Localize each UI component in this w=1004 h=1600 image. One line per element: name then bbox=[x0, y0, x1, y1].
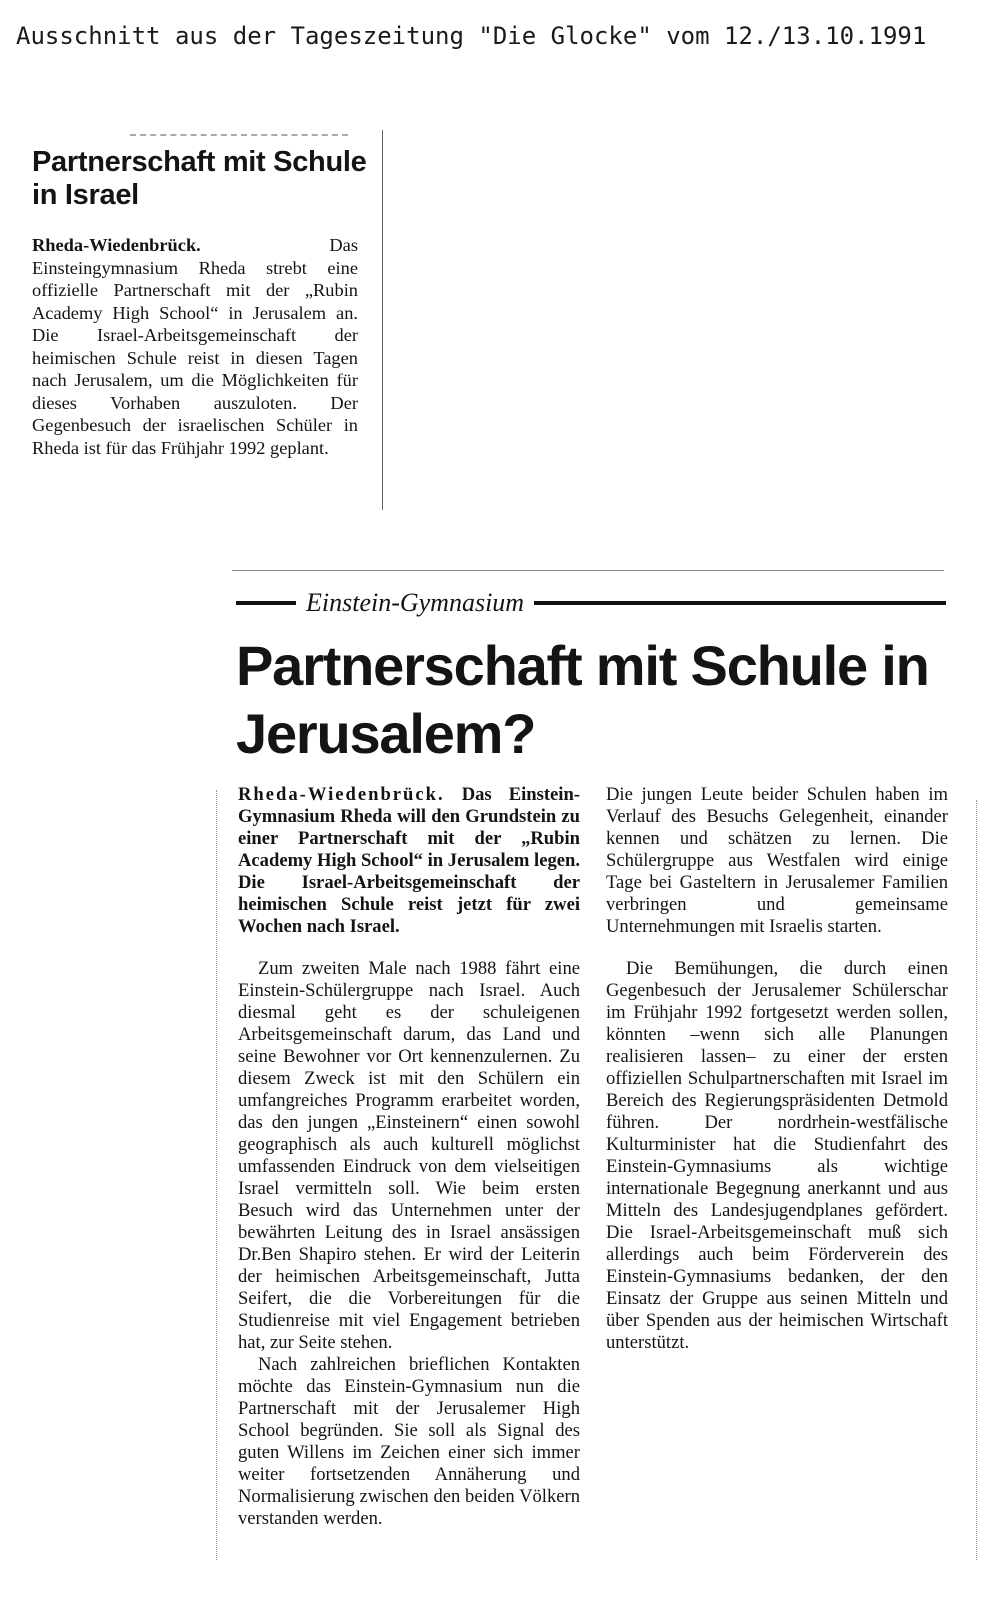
short-article-dateline: Rheda-Wiedenbrück. bbox=[32, 235, 201, 255]
column-edge-left bbox=[216, 790, 217, 1560]
main-article-column-right bbox=[606, 784, 948, 1354]
clipping-top-rule bbox=[232, 570, 944, 571]
short-article bbox=[32, 130, 382, 459]
main-article-dateline: Rheda-Wiedenbrück. bbox=[238, 784, 445, 805]
short-article-headline: Partnerschaft mit Schule in Israel bbox=[32, 146, 367, 211]
main-article-kicker bbox=[236, 586, 946, 620]
short-article-body bbox=[32, 234, 358, 459]
main-article-paragraph: Die jungen Leute beider Schulen haben im Verlauf des Besuchs Gelegenheit, einander kennen und schätzen zu lernen. Die Schülergruppe aus Westfalen wird einige Tage bei Gasteltern in Jerusalemer Familien verbringen und gemeinsame Unternehmungen mit Israelis starten. bbox=[606, 784, 948, 937]
clipping-edge-rule bbox=[382, 130, 383, 510]
main-article-lead bbox=[238, 784, 580, 938]
main-article-lead-text: Das Einstein-Gymnasium Rheda will den Grundstein zu einer Partnerschaft mit der „Rubin Academy High School“ in Jerusalem legen. Die Israel-Arbeitsgemeinschaft der heimischen Schule reist jetzt für zwei Wochen nach Israel. bbox=[238, 784, 580, 937]
kicker-text: Einstein-Gymnasium bbox=[306, 588, 525, 617]
source-caption: Ausschnitt aus der Tageszeitung "Die Glocke" vom 12./13.10.1991 bbox=[16, 22, 927, 50]
main-article-paragraph: Die Bemühungen, die durch einen Gegenbesuch der Jerusalemer Schülerschar im Frühjahr 1992 fortgesetzt werden sollen, könnten –wenn sich alle Planungen realisieren lassen– zu einer der ersten offiziellen Schulpartnerschaften mit Israel im Bereich des Regierungspräsidenten Detmold führen. Der nordrhein-westfälische Kulturminister hat die Studienfahrt des Einstein-Gymnasiums als wichtige internationale Begegnung anerkannt und aus Mitteln des Landesjugendplanes gefördert. Die Israel-Arbeitsgemeinschaft muß sich allerdings auch beim Förderverein des Einstein-Gymnasiums bedanken, der den Einsatz der Gruppe aus seinen Mitteln und über Spenden aus der heimischen Wirtschaft unterstützt. bbox=[606, 958, 948, 1353]
main-article-paragraph: Zum zweiten Male nach 1988 fährt eine Einstein-Schülergruppe nach Israel. Auch diesmal geht es der schuleigenen Arbeitsgemeinschaft darum, das Land und seine Bewohner vor Ort kennenzulernen. Zu diesem Zweck ist mit den Schülern ein umfangreiches Programm erarbeitet worden, das den jungen „Einsteinern“ einen sowohl geographisch als auch kulturell möglichst umfassenden Eindruck von dem vielseitigen Israel vermitteln soll. Wie beim ersten Besuch wird das Unternehmen unter der bewährten Leitung des in Israel ansässigen Dr.Ben Shapiro stehen. Er wird der Leiterin der heimischen Arbeitsgemeinschaft, Jutta Seifert, die die Vorbereitungen für die Studienreise mit viel Engagement betrieben hat, zur Seite stehen. bbox=[238, 958, 580, 1353]
main-article-column-left bbox=[238, 784, 580, 1530]
kicker-rule-left bbox=[236, 601, 296, 605]
short-article-text: Das Einsteingymnasium Rheda strebt eine offizielle Partnerschaft mit der „Rubin Academy High School“ in Jerusalem an. Die Israel-Arbeitsgemeinschaft der heimischen Schule reist in diesen Tagen nach Jerusalem, um die Möglichkeiten für dieses Vorhaben auszuloten. Der Gegenbesuch der israelischen Schüler in Rheda ist für das Frühjahr 1992 geplant. bbox=[32, 235, 358, 458]
main-article-paragraph: Nach zahlreichen brieflichen Kontakten möchte das Einstein-Gymnasium nun die Partnerschaft mit der Jerusalemer High School begründen. Sie soll als Signal des guten Willens im Zeichen einer sich immer weiter fortsetzenden Annäherung und Normalisierung zwischen den beiden Völkern verstanden werden. bbox=[238, 1354, 580, 1529]
main-article-headline: Partnerschaft mit Schule in Jerusalem? bbox=[236, 634, 929, 765]
column-edge-right bbox=[976, 800, 977, 1560]
kicker-rule-right bbox=[534, 601, 946, 605]
